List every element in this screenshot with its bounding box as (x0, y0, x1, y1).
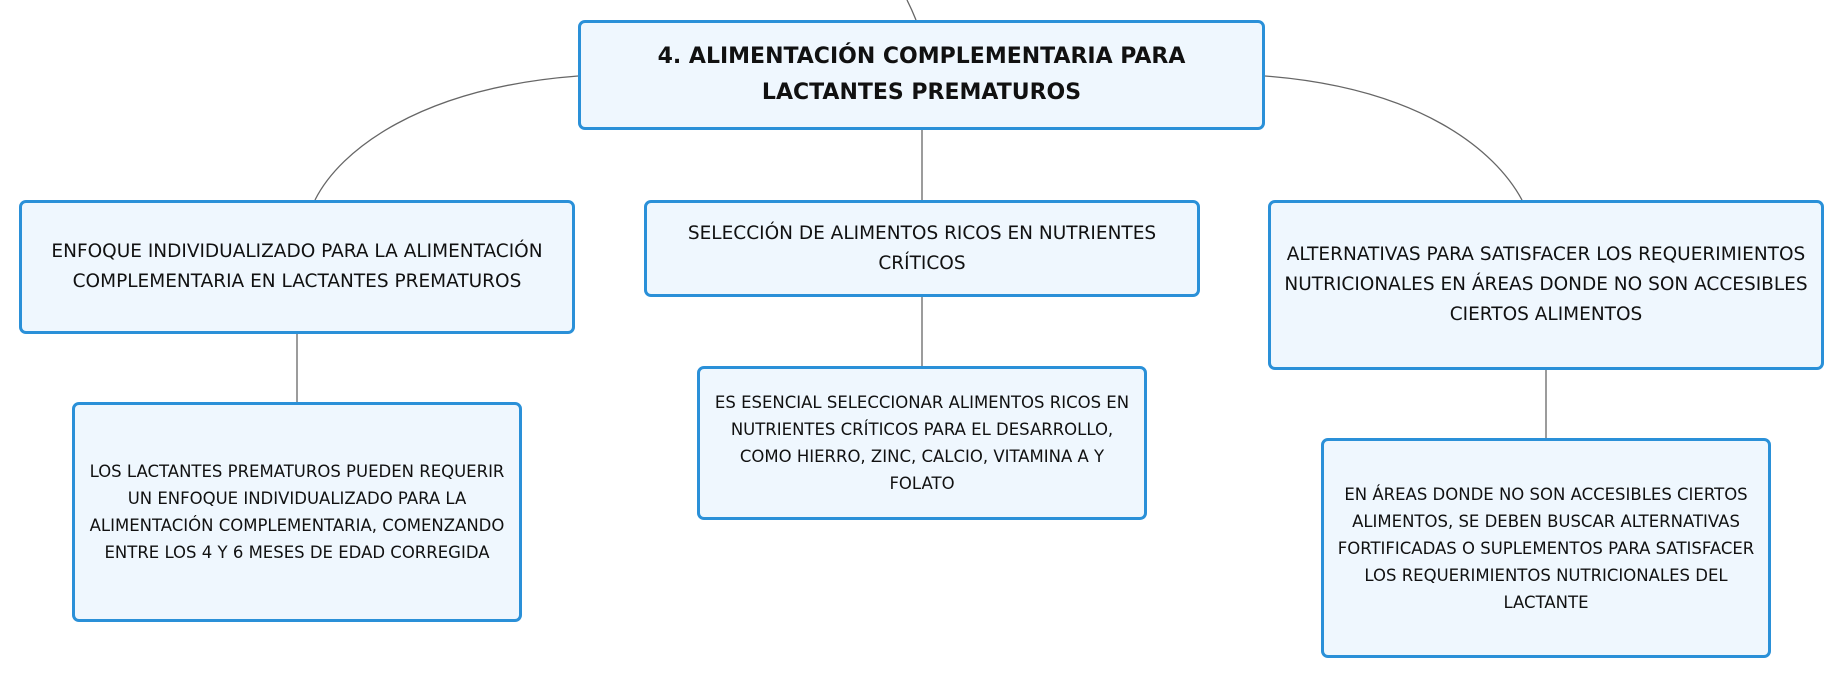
subtopic-text-lactantes-prematuros: LOS LACTANTES PREMATUROS PUEDEN REQUERIR UN ENFOQUE INDIVIDUALIZADO PARA LA ALIMENTACIÓN COMPLEMENTARIA, COMENZANDO ENTRE LOS 4 Y 6 MESES DE EDAD CORREGIDA (89, 462, 505, 562)
subtopic-text-alternativas-fortificadas: EN ÁREAS DONDE NO SON ACCESIBLES CIERTOS ALIMENTOS, SE DEBEN BUSCAR ALTERNATIVAS FORTIFICADAS O SUPLEMENTOS PARA SATISFACER LOS REQUERIMIENTOS NUTRICIONALES DEL LACTANTE (1337, 484, 1755, 612)
connector-parent-to-root (907, 0, 916, 20)
topic-text-alternativas: ALTERNATIVAS PARA SATISFACER LOS REQUERIMIENTOS NUTRICIONALES EN ÁREAS DONDE NO SON ACCESIBLES CIERTOS ALIMENTOS (1284, 244, 1808, 325)
topic-text-enfoque-individualizado: ENFOQUE INDIVIDUALIZADO PARA LA ALIMENTACIÓN COMPLEMENTARIA EN LACTANTES PREMATUROS (51, 241, 543, 292)
connector-root-to-enfoque (315, 76, 578, 200)
central-topic-node[interactable] (578, 20, 1265, 130)
topic-text-seleccion-alimentos: SELECCIÓN DE ALIMENTOS RICOS EN NUTRIENTES CRÍTICOS (687, 222, 1157, 274)
topic-node-enfoque-individualizado[interactable] (19, 200, 575, 334)
subtopic-node-alternativas-fortificadas[interactable] (1321, 438, 1771, 658)
connector-root-to-alternativas (1265, 76, 1522, 200)
subtopic-node-nutrientes-criticos[interactable] (697, 366, 1147, 520)
central-topic-text: 4. ALIMENTACIÓN COMPLEMENTARIA PARA LACTANTES PREMATUROS (657, 44, 1186, 105)
subtopic-node-lactantes-prematuros[interactable] (72, 402, 522, 622)
subtopic-text-nutrientes-criticos: ES ESENCIAL SELECCIONAR ALIMENTOS RICOS EN NUTRIENTES CRÍTICOS PARA EL DESARROLLO, COMO HIERRO, ZINC, CALCIO, VITAMINA A Y FOLATO (714, 393, 1130, 493)
topic-node-alternativas[interactable] (1268, 200, 1824, 370)
topic-node-seleccion-alimentos[interactable] (644, 200, 1200, 297)
